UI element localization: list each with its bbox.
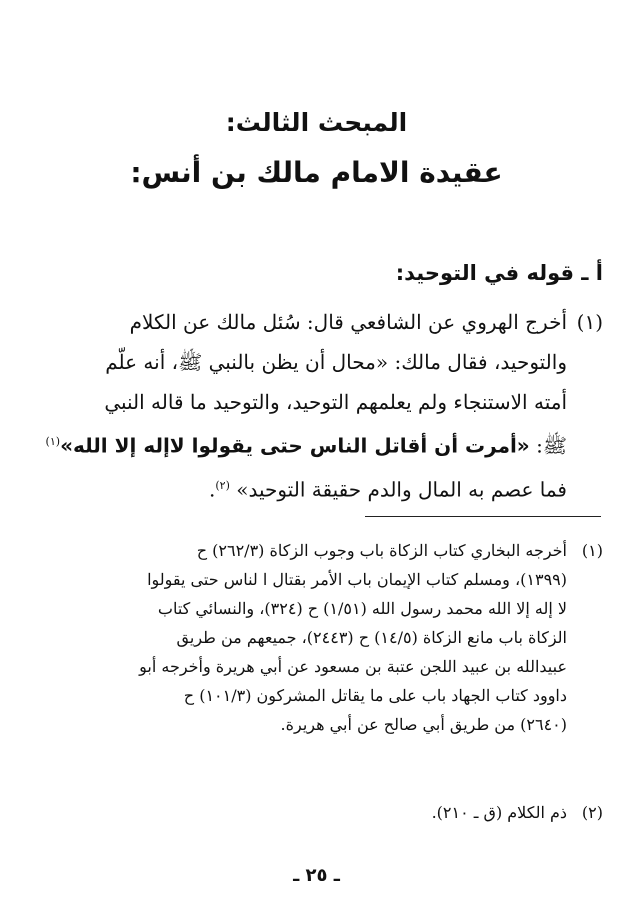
quote-prefix: ﷺ: (529, 433, 567, 458)
footnote-2-number: (٢) (581, 803, 603, 822)
footnote-1-line-1 (38, 536, 603, 565)
quote-line-5 (43, 466, 603, 510)
footnote-2 (38, 798, 603, 827)
quote-text-5: فما عصم به المال والدم حقيقة التوحيد» (236, 477, 567, 502)
quote-line-4 (43, 422, 603, 466)
footnote-1-line-2: (١٣٩٩)، ومسلم كتاب الإيمان باب الأمر بقتال ا لناس حتى يقولوا (147, 570, 567, 589)
footnote-1 (38, 536, 603, 739)
section-title: أ ـ قوله في التوحيد: (395, 261, 603, 285)
quote-line-1 (43, 302, 603, 342)
footnote-2-text-1: ذم الكلام (ق ـ ٢١٠). (431, 803, 567, 822)
footnote-1-line-7: (٢٦٤٠) من طريق أبي صالح عن أبي هريرة. (280, 715, 567, 734)
footnote-2-line-1 (38, 798, 603, 827)
footnote-1-line-5: عبيدالله بن عبيد اللجن عتبة بن مسعود عن أبي هريرة وأخرجه أبو (139, 657, 567, 676)
footnote-ref-1[interactable]: (١) (45, 435, 61, 448)
quote-text-1: أخرج الهروي عن الشافعي قال: سُئل مالك عن الكلام (129, 310, 567, 334)
chapter-heading: المبحث الثالث: (225, 108, 408, 137)
chapter-subheading: عقيدة الامام مالك بن أنس: (130, 156, 503, 189)
hadith-text: «أمرت أن أقاتل الناس حتى يقولوا لاإله إلا الله» (60, 433, 530, 458)
footnote-1-line-3: لا إله إلا الله محمد رسول الله (١/٥١) ح (٣٢٤)، والنسائي كتاب (157, 599, 567, 618)
footnote-ref-2[interactable]: (٢) (215, 478, 230, 492)
quote-number: (١) (576, 310, 603, 334)
footnote-1-line-6: داوود كتاب الجهاد باب على ما يقاتل المشركون (١٠١/٣) ح (183, 686, 567, 705)
footnote-1-text-1: أخرجه البخاري كتاب الزكاة باب وجوب الزكاة (٢٦٢/٣) ح (196, 541, 567, 560)
page-number: ـ ٢٥ ـ (293, 865, 340, 886)
footnote-1-number: (١) (581, 541, 603, 560)
main-quote (43, 302, 603, 509)
quote-line-2: والتوحيد، فقال مالك: «محال أن يظن بالنبي ﷺ، أنه علّم (105, 350, 567, 374)
footnote-1-line-4: الزكاة باب مانع الزكاة (١٤/٥) ح (٢٤٤٣)، جميعهم من طريق (176, 628, 567, 647)
quote-end: . (208, 477, 216, 502)
quote-line-3: أمته الاستنجاء ولم يعلمهم التوحيد، والتوحيد ما قاله النبي (104, 390, 567, 414)
footnote-divider (365, 516, 601, 517)
